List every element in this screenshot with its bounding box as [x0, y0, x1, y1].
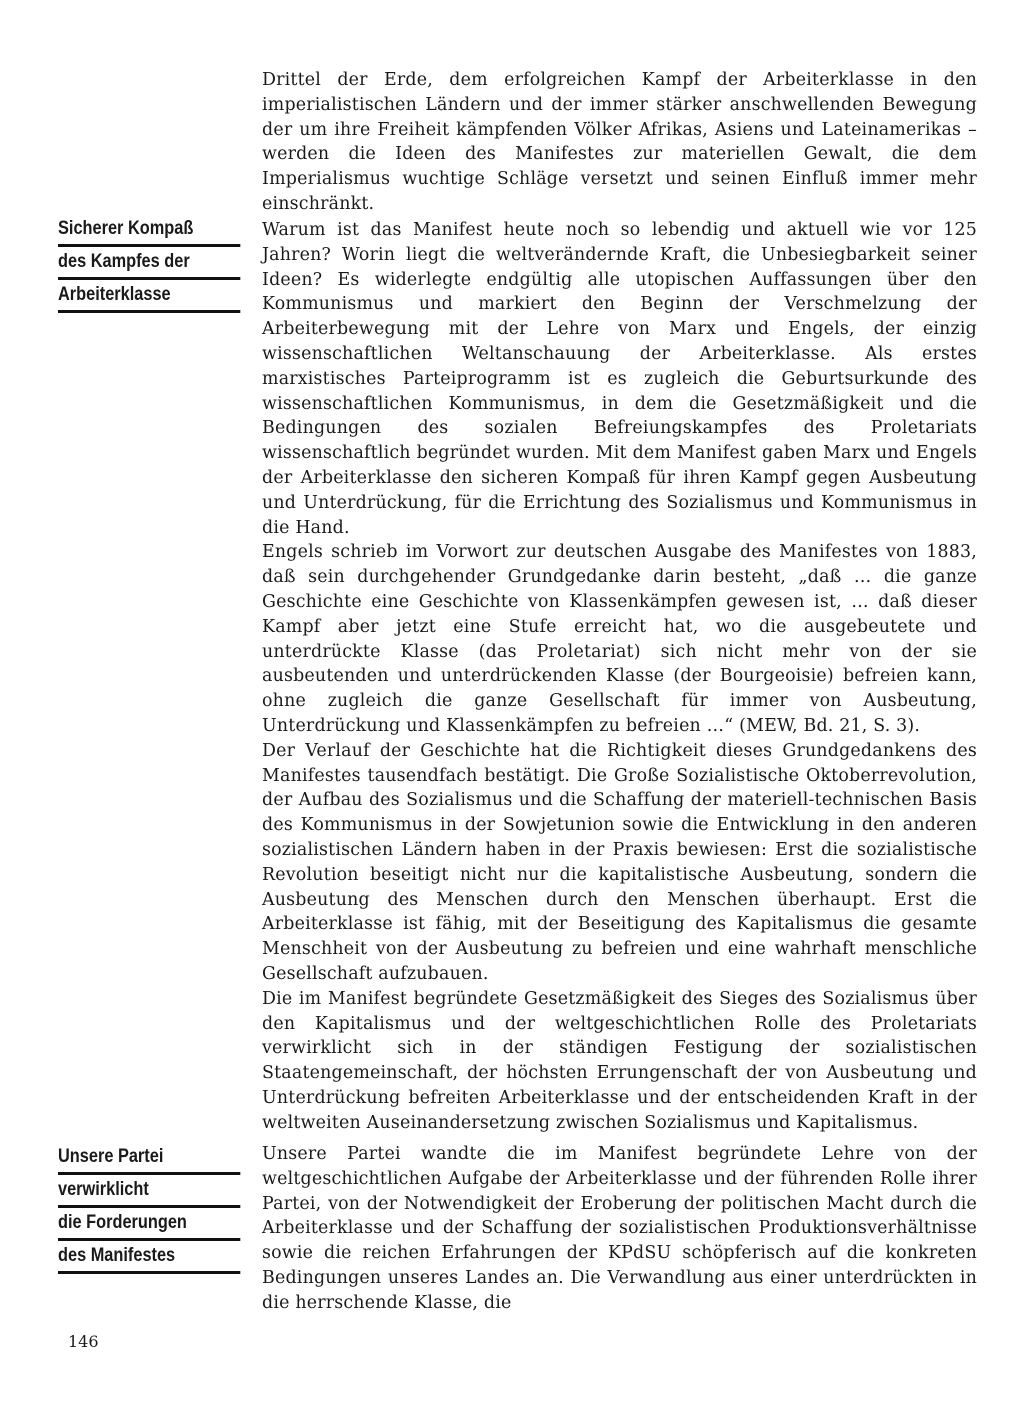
body-section-1 [262, 68, 977, 217]
paragraph: Unsere Partei wandte die im Manifest begründete Lehre von der weltgeschichtlichen Aufgabe der Arbeiterklasse und der führenden Rolle ihrer Partei, von der Notwendigkeit der Eroberung der politischen Macht durch die Arbeiterklasse und der Schaffung der sozialistischen Produktionsverhältnisse sowie die reichen Erfahrungen der KPdSU schöpferisch auf die konkreten Bedingungen unseres Landes an. Die Verwandlung aus einer unterdrückten in die herrschende Klasse, die [262, 1144, 977, 1313]
body-section-3 [262, 1142, 977, 1316]
paragraph: Engels schrieb im Vorwort zur deutschen Ausgabe des Manifestes von 1883, daß sein durchgehender Grundgedanke darin besteht, „daß … die ganze Geschichte eine Geschichte von Klassenkämpfen gewesen ist, … daß dieser Kampf aber jetzt eine Stufe erreicht hat, wo die ausgebeutete und unterdrückte Klasse (das Proletariat) sich nicht mehr von der sie ausbeutenden und unterdrückenden Klasse (der Bourgeoisie) befreien kann, ohne zugleich die ganze Gesellschaft für immer von Ausbeutung, Unterdrückung und Klassenkämpfen zu befreien …“ (MEW, Bd. 21, S. 3). [262, 542, 977, 736]
heading-line: Sicherer Kompaß [58, 214, 240, 247]
page-number: 146 [68, 1332, 99, 1351]
paragraph: Der Verlauf der Geschichte hat die Richtigkeit dieses Grundgedankens des Manifestes tausendfach bestätigt. Die Große Sozialistische Oktoberrevolution, der Aufbau des Sozialismus und die Schaffung der materiell-technischen Basis des Kommunismus in der Sowjetunion sowie die Entwicklung in den anderen sozialistischen Ländern haben in der Praxis bewiesen: Erst die sozialistische Revolution beseitigt nicht nur die kapitalistische Ausbeutung, sondern die Ausbeutung des Menschen durch den Menschen überhaupt. Erst die Arbeiterklasse ist fähig, mit der Beseitigung des Kapitalismus die gesamte Menschheit von der Ausbeutung zu befreien und eine wahrhaft menschliche Gesellschaft aufzubauen. [262, 740, 977, 984]
heading-line: des Manifestes [58, 1241, 240, 1274]
body-section-2 [262, 218, 977, 1135]
heading-line: verwirklicht [58, 1175, 240, 1208]
paragraph: Warum ist das Manifest heute noch so lebendig und aktuell wie vor 125 Jahren? Worin liegt die weltverändernde Kraft, die Unbesiegbarkeit seiner Ideen? Es widerlegte endgültig alle utopischen Auffassungen über den Kommunismus und markiert den Beginn der Verschmelzung der Arbeiterbewegung mit der Lehre von Marx und Engels, der einzig wissenschaftlichen Weltanschauung der Arbeiterklasse. Als erstes marxistisches Parteiprogramm ist es zugleich die Geburtsurkunde des wissenschaftlichen Kommunismus, in dem die Gesetzmäßigkeit und die Bedingungen des sozialen Befreiungskampfes des Proletariats wissenschaftlich begründet wurden. Mit dem Manifest gaben Marx und Engels der Arbeiterklasse den sicheren Kompaß für ihren Kampf gegen Ausbeutung und Unterdrückung, für die Errichtung des Sozialismus und Kommunismus in die Hand. [262, 220, 977, 538]
heading-line: des Kampfes der [58, 247, 240, 280]
paragraph: Die im Manifest begründete Gesetzmäßigkeit des Sieges des Sozialismus über den Kapitalismus und der weltgeschichtlichen Rolle des Proletariats verwirklicht sich in der ständigen Festigung der sozialistischen Staatengemeinschaft, der höchsten Errungenschaft der von Ausbeutung und Unterdrückung befreiten Arbeiterklasse und der entscheidenden Kraft in der weltweiten Auseinandersetzung zwischen Sozialismus und Kapitalismus. [262, 988, 977, 1133]
heading-line: die Forderungen [58, 1208, 240, 1241]
heading-line: Arbeiterklasse [58, 280, 240, 313]
paragraph: Drittel der Erde, dem erfolgreichen Kampf der Arbeiterklasse in den imperialistischen Ländern und der immer stärker anschwellenden Bewegung der um ihre Freiheit kämpfenden Völker Afrikas, Asiens und Lateinamerikas – werden die Ideen des Manifestes zur materiellen Gewalt, die dem Imperialismus wuchtige Schläge versetzt und seinen Einfluß immer mehr einschränkt. [262, 70, 977, 214]
sidebar-heading-2 [58, 1142, 218, 1274]
heading-line: Unsere Partei [58, 1142, 240, 1175]
sidebar-heading-1 [58, 214, 218, 313]
